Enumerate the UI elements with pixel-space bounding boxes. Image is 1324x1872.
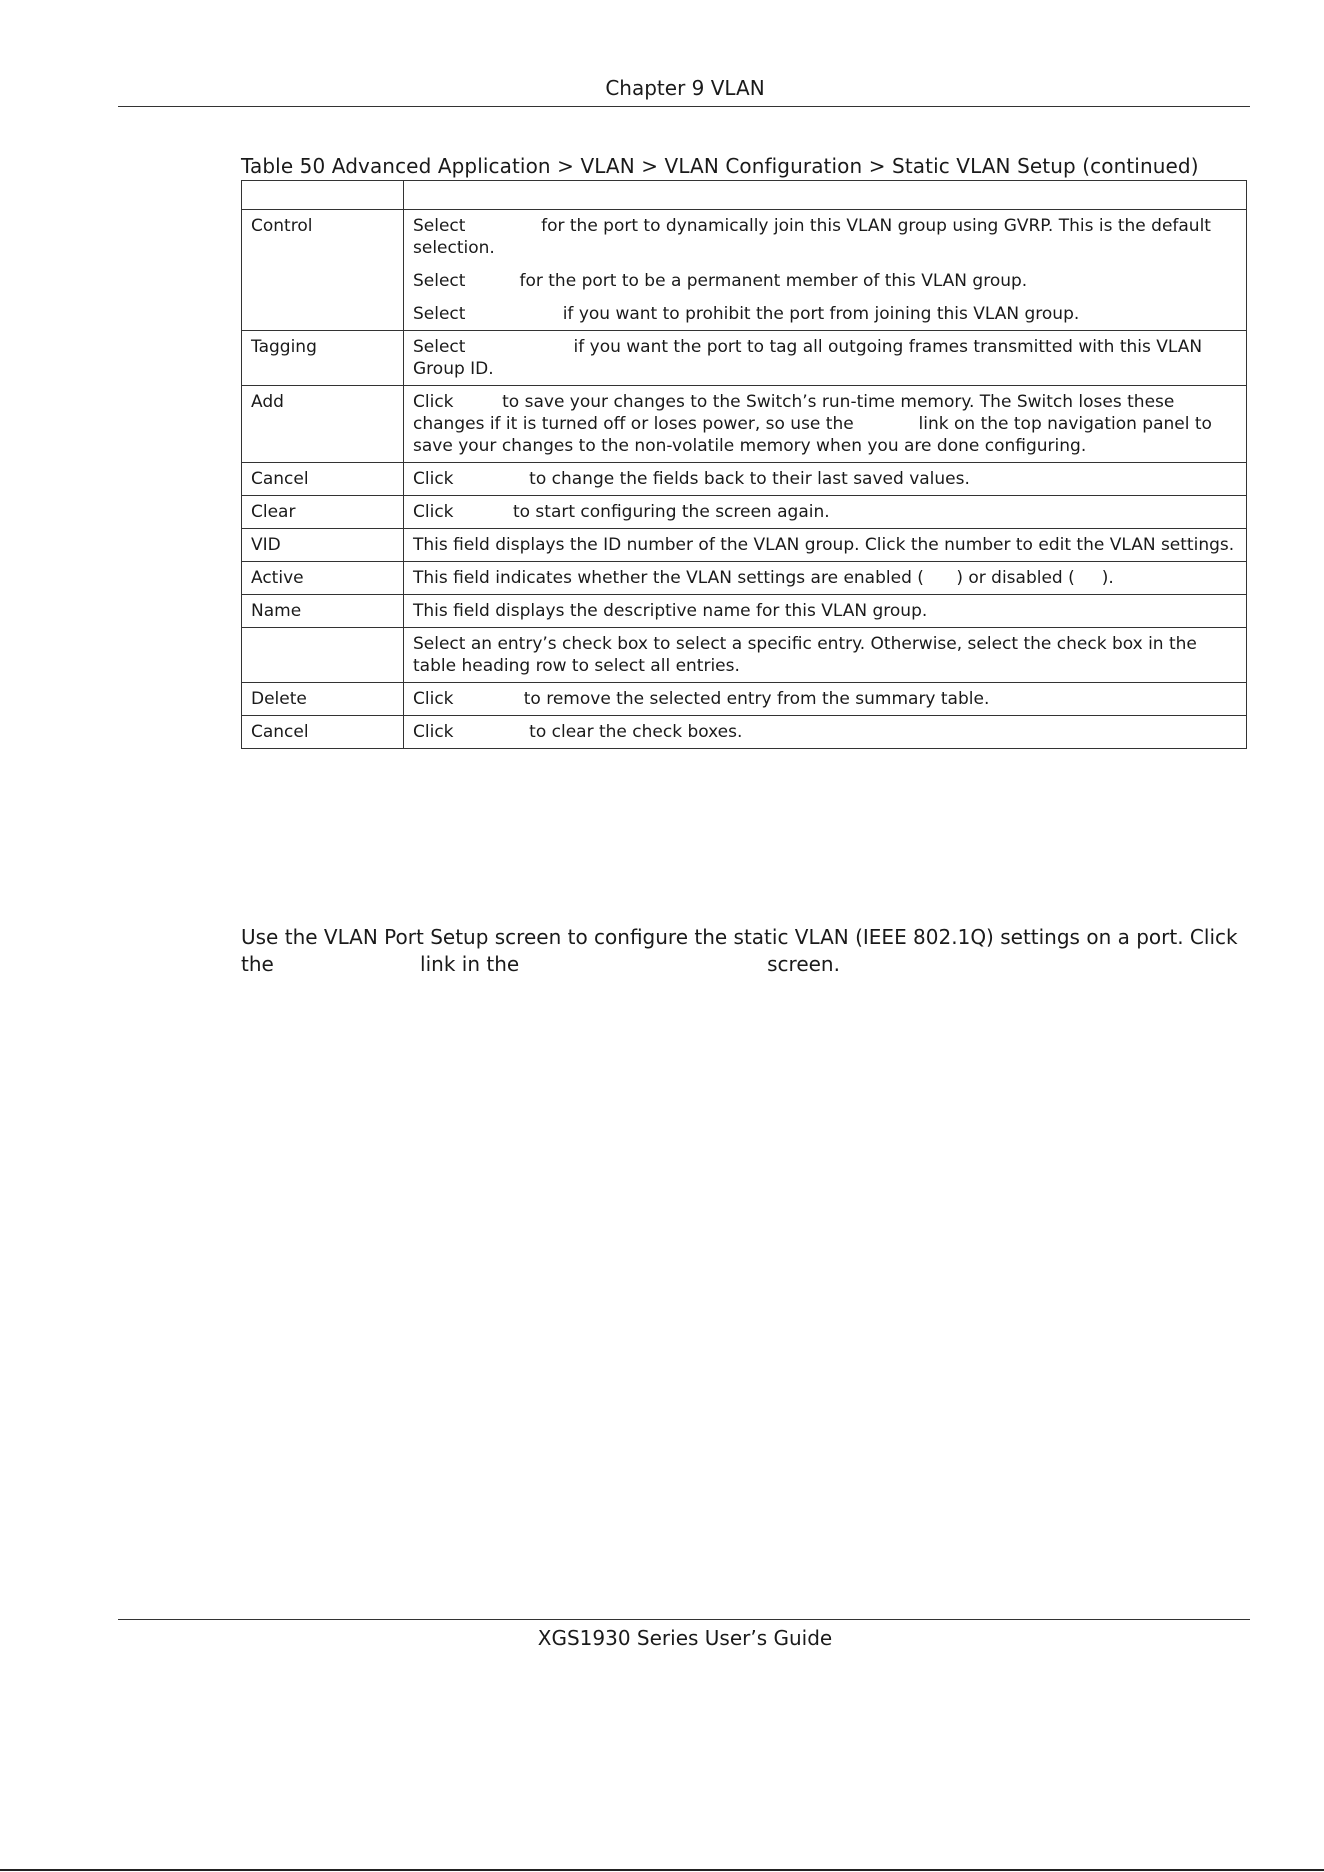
header-cell-label [242, 181, 404, 210]
row-description [404, 496, 1247, 529]
field-description-table [241, 180, 1247, 749]
row-label [242, 628, 404, 683]
description-paragraph: Click to remove the selected entry from the summary table. [413, 689, 990, 709]
description-paragraph: Select for the port to be a permanent member of this VLAN group. [413, 271, 1028, 291]
row-description [404, 683, 1247, 716]
guide-footer: XGS1930 Series User’s Guide [537, 1626, 833, 1650]
row-label: Active [242, 562, 404, 595]
description-paragraph: Select for the port to dynamically join this VLAN group using GVRP. This is the default selection. [413, 216, 1217, 258]
table-row [242, 463, 1247, 496]
description-paragraph: This field displays the descriptive name for this VLAN group. [413, 601, 928, 621]
table-body [242, 210, 1247, 749]
header-cell-description [404, 181, 1247, 210]
row-description [404, 562, 1247, 595]
table-row [242, 716, 1247, 749]
row-description [404, 628, 1247, 683]
row-description [404, 331, 1247, 386]
header-divider [118, 106, 1250, 107]
description-paragraph: Click to save your changes to the Switch’s run-time memory. The Switch loses these changes if it is turned off or loses power, so use the link on the top navigation panel to save your changes to the non-volatile memory when you are done configuring. [413, 392, 1218, 456]
row-description [404, 595, 1247, 628]
description-paragraph: Select an entry’s check box to select a specific entry. Otherwise, select the check box in the table heading row to select all entries. [413, 634, 1203, 676]
table-row [242, 210, 1247, 331]
row-description [404, 210, 1247, 331]
table-row [242, 386, 1247, 463]
row-label: Tagging [242, 331, 404, 386]
table-row [242, 595, 1247, 628]
table-row [242, 496, 1247, 529]
row-label: Clear [242, 496, 404, 529]
row-label: VID [242, 529, 404, 562]
row-label: Cancel [242, 716, 404, 749]
row-description [404, 529, 1247, 562]
table-header-row [242, 181, 1247, 210]
description-paragraph: Click to change the fields back to their last saved values. [413, 469, 970, 489]
row-description [404, 463, 1247, 496]
row-description [404, 386, 1247, 463]
row-description [404, 716, 1247, 749]
row-label: Delete [242, 683, 404, 716]
chapter-header: Chapter 9 VLAN [605, 76, 765, 100]
row-label: Cancel [242, 463, 404, 496]
description-paragraph: Click to clear the check boxes. [413, 722, 743, 742]
row-label: Control [242, 210, 404, 331]
page-bottom-edge [0, 1869, 1324, 1871]
description-paragraph: This field indicates whether the VLAN settings are enabled ( ) or disabled ( ). [413, 568, 1114, 588]
table-row [242, 562, 1247, 595]
table-row [242, 529, 1247, 562]
body-paragraph: Use the VLAN Port Setup screen to configure the static VLAN (IEEE 802.1Q) settings on a port. Click the link in the screen. [241, 925, 1244, 976]
footer-divider [118, 1619, 1250, 1620]
table-row [242, 331, 1247, 386]
description-paragraph: Select if you want to prohibit the port from joining this VLAN group. [413, 304, 1080, 324]
table-row [242, 683, 1247, 716]
table-row [242, 628, 1247, 683]
row-label: Name [242, 595, 404, 628]
description-paragraph: Select if you want the port to tag all outgoing frames transmitted with this VLAN Group ID. [413, 337, 1208, 379]
description-paragraph: This field displays the ID number of the VLAN group. Click the number to edit the VLAN settings. [413, 535, 1235, 555]
table-caption: Table 50 Advanced Application > VLAN > VLAN Configuration > Static VLAN Setup (continued) [241, 154, 1199, 178]
row-label: Add [242, 386, 404, 463]
description-paragraph: Click to start configuring the screen again. [413, 502, 830, 522]
